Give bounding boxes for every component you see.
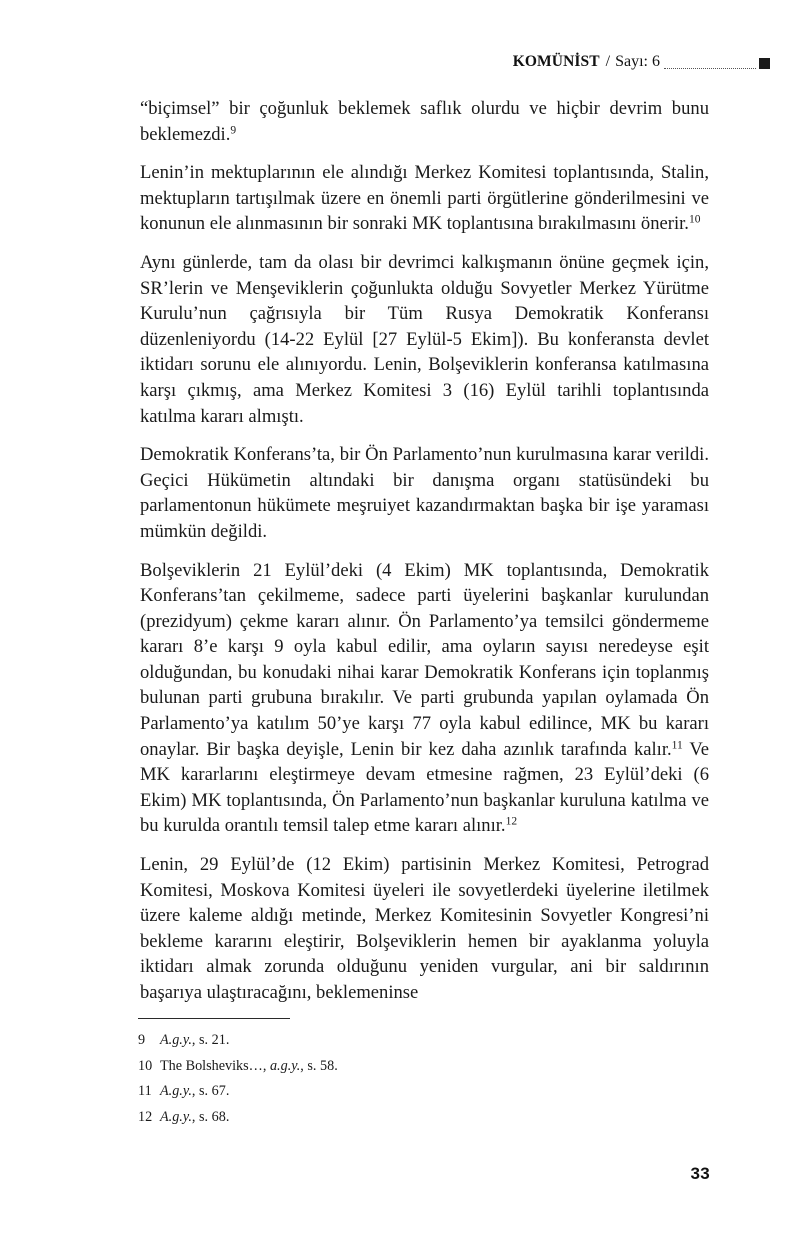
footnote-tail: , s. 67. [191, 1083, 230, 1099]
running-head-issue: Sayı: 6 [615, 53, 660, 70]
running-head-publication: KOMÜNİST [512, 53, 600, 70]
footnote-italic-ref: A.g.y. [160, 1108, 192, 1125]
footnote-item [138, 1105, 698, 1131]
paragraph-text: Lenin’in mektuplarının ele alındığı Merkez Komitesi toplantısında, Stalin, mektupların tartışılmak üzere en önemli parti örgütlerine gönderilmesini ve konunun ele alınmasının bir sonraki MK toplantısına bırakılmasını önerir. [140, 162, 709, 235]
square-ornament-icon [759, 58, 770, 69]
footnote-italic-ref: A.g.y. [160, 1083, 192, 1099]
footnote-italic-ref: A.g.y. [160, 1032, 192, 1048]
paragraph-text-continued: Ve MK kararlarını eleştirmeye devam etmesine rağmen, 23 Eylül’deki (6 Ekim) MK toplantısında, Ön Parlamento’nun başkanlar kuruluna katılma ve bu kurulda orantılı temsil talep etme kararı alınır. [140, 738, 709, 837]
footnote-lead: The Bolsheviks…, [160, 1057, 270, 1074]
paragraph [140, 160, 709, 237]
footnote-marker-12[interactable]: 12 [505, 815, 518, 828]
footnote-marker-11[interactable]: 11 [671, 738, 683, 751]
footnote-item [138, 1079, 698, 1105]
footnote-marker-9[interactable]: 9 [230, 123, 237, 136]
running-head-dotted-leader [664, 57, 756, 69]
footnote-marker-10[interactable]: 10 [688, 213, 701, 226]
paragraph-text: Demokratik Konferans’ta, bir Ön Parlamento’nun kurulmasına karar verildi. Geçici Hükümetin altındaki bir danışma organı statüsündeki bu parlamentonun hükümete meşruiyet kazandırmaktan başka bir işe yaraması mümkün değildi. [140, 444, 709, 542]
footnote-separator-rule [138, 1018, 290, 1019]
paragraph [140, 558, 709, 840]
footnote-number: 10 [138, 1057, 153, 1074]
paragraph-text: Aynı günlerde, tam da olası bir devrimci kalkışmanın önüne geçmek için, SR’lerin ve Menşeviklerin çoğunlukta olduğu Sovyetler Merkez Yürütme Kurulu’nun çağrısıyla bir Tüm Rusya Demokratik Konferansı düzenleniyordu (14-22 Eylül [27 Eylül-5 Ekim]). Bu konferansta devlet iktidarı sorunu ele alınıyordu. Lenin, Bolşeviklerin konferansa katılmasına karşı çıkmış, ama Merkez Komitesi 3 (16) Eylül tarihli toplantısında katılma kararı almıştı. [140, 251, 709, 427]
footnote-area [138, 1018, 698, 1130]
footnote-number: 11 [138, 1083, 152, 1099]
paragraph [140, 852, 709, 1006]
paragraph [140, 96, 709, 147]
footnote-tail: , s. 68. [191, 1108, 230, 1125]
footnote-italic-ref: a.g.y. [269, 1057, 301, 1074]
footnote-tail: , s. 21. [191, 1032, 230, 1048]
footnote-item [138, 1054, 698, 1080]
footnote-number: 12 [138, 1108, 153, 1125]
text-column [140, 96, 709, 1006]
paragraph [140, 442, 709, 544]
paragraph-text: Bolşeviklerin 21 Eylül’deki (4 Ekim) MK toplantısında, Demokratik Konferans’tan çekilmeme, sadece parti üyelerini başkanlar kurulundan (prezidyum) çekme kararı alınır. Ön Parlamento’ya temsilci göndermeme kararı 8’e karşı 9 oyla kabul edilir, ama oyların sayısı neredeyse eşit olduğundan, bu konudaki nihai karar Demokratik Konferans için toplanmış bulunan parti grubuna bırakılır. Ve parti grubunda yapılan oylamada Ön Parlamento’ya katılım 50’ye karşı 77 oyla kabul edilince, MK bu kararı onaylar. Bir başka deyişle, Lenin bir kez daha azınlık tarafında kalır. [140, 559, 709, 760]
paragraph-text: “biçimsel” bir çoğunluk beklemek saflık olurdu ve hiçbir devrim bunu beklemezdi. [140, 98, 709, 145]
paragraph-text: Lenin, 29 Eylül’de (12 Ekim) partisinin Merkez Komitesi, Petrograd Komitesi, Moskova Komitesi üyeleri ile sovyetlerdeki üyelerine iletilmek üzere kaleme aldığı metinde, Merkez Komitesinin Sovyetler Kongresi’ni bekleme kararını eleştirir, Bolşeviklerin hemen bir ayaklanma yoluyla iktidarı almak zorunda olduğunu yeniden vurgular, ani bir saldırının başarıya ulaştıracağını, beklemeninse [140, 854, 709, 1003]
footnote-item [138, 1028, 698, 1054]
paragraph [140, 250, 709, 429]
running-head [140, 50, 770, 74]
footnote-number: 9 [138, 1032, 146, 1048]
footnote-tail: , s. 58. [300, 1057, 338, 1074]
running-head-separator: / [605, 53, 611, 70]
page-number: 33 [690, 1164, 710, 1183]
